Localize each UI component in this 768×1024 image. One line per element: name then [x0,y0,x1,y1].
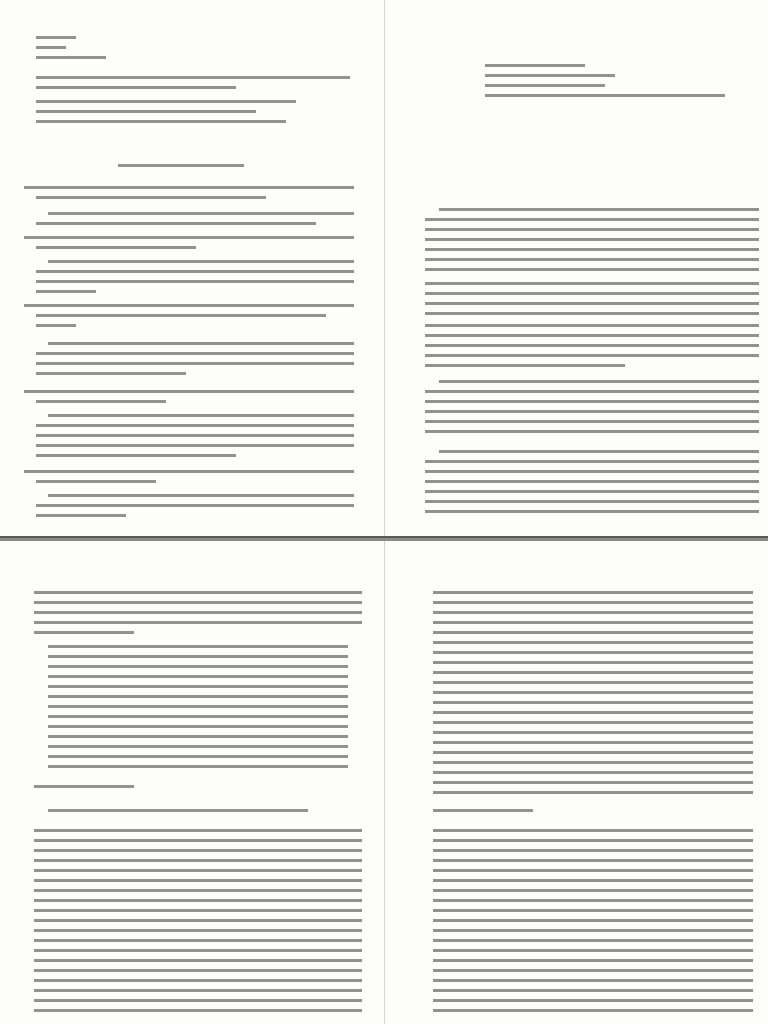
page-right [384,541,768,1024]
page-right [384,0,768,536]
page-left [0,0,384,536]
book-spread-bottom [0,541,768,1024]
page-left [0,541,384,1024]
